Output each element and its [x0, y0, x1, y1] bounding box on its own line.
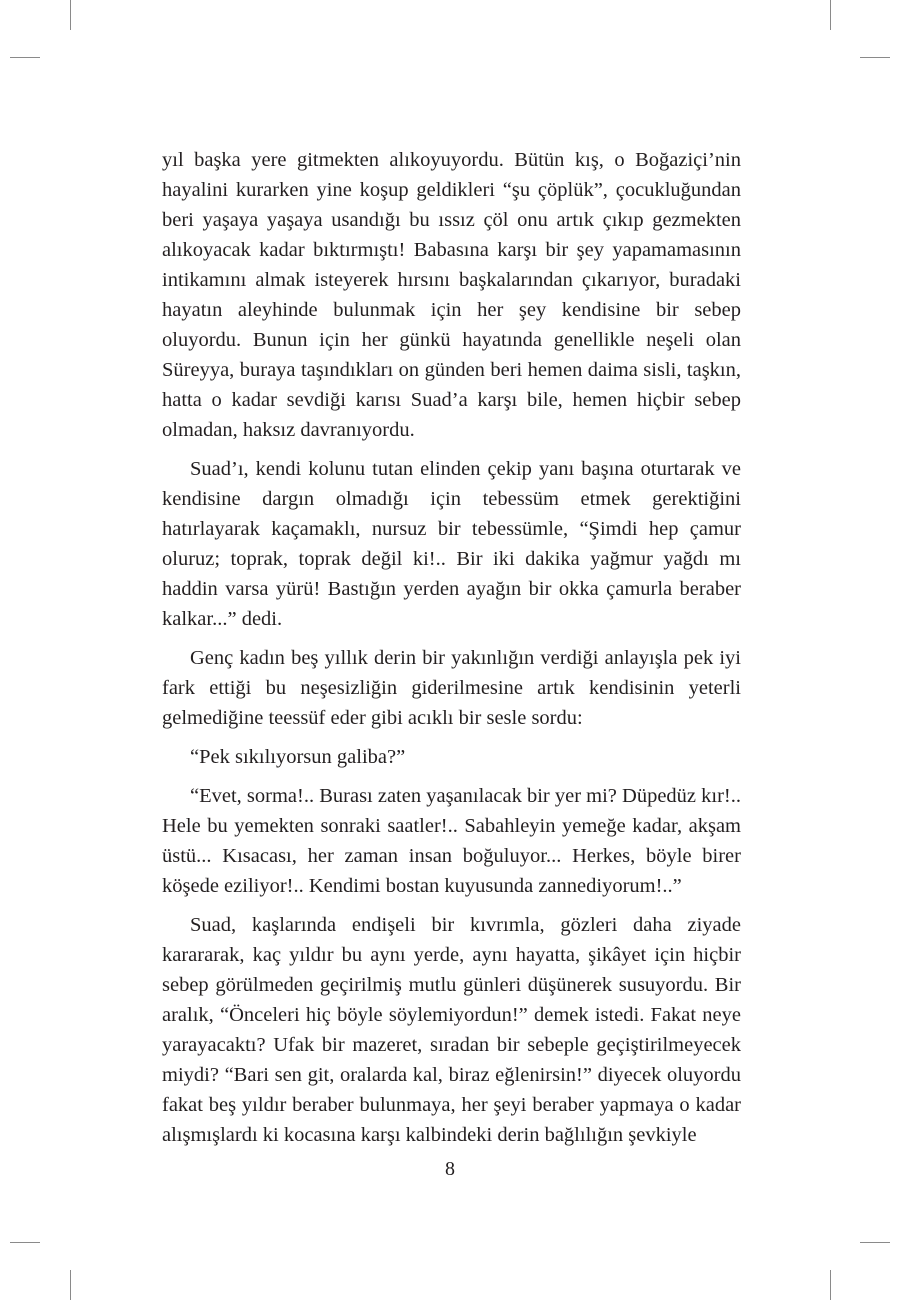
page-number: 8	[445, 1158, 455, 1180]
crop-mark-left-upper	[10, 57, 40, 58]
crop-mark-top-left	[70, 0, 71, 30]
dialogue-line: “Evet, sorma!.. Burası zaten yaşanılacak bir yer mi? Düpedüz kır!.. Hele bu yemekten sonraki saatler!.. Sabahleyin yemeğe kadar, akşam üstü... Kısacası, her zaman insan boğuluyor... Herkes, böyle birer köşede eziliyor!.. Kendimi bostan kuyusunda zannediyorum!..”	[162, 785, 742, 897]
paragraph: Genç kadın beş yıllık derin bir yakınlığın verdiği anlayışla pek iyi fark ettiği bu neşesizliğin giderilmesine artık kendisinin yeterli gelmediğine teessüf eder gibi acıklı bir sesle sordu:	[162, 647, 741, 729]
paragraph: Suad, kaşlarında endişeli bir kıvrımla, gözleri daha ziyade karararak, kaç yıldır bu aynı yerde, aynı hayatta, şikâyet için hiçbir sebep görülmeden geçirilmiş mutlu günleri düşünerek susuyordu. Bir aralık, “Önceleri hiç böyle söylemiyordun!” demek istedi. Fakat neye yarayacaktı? Ufak bir mazeret, sıradan bir sebeple geçiştirilmeyecek miydi? “Bari sen git, oralarda kal, biraz eğlenirsin!” diyecek oluyordu fakat beş yıldır beraber bulunmaya, her şeyi beraber yapmaya o kadar alışmışlardı ki kocasına karşı kalbindeki derin bağlılığın şevkiyle	[162, 914, 741, 1146]
crop-mark-top-right	[830, 0, 831, 30]
dialogue-line: “Pek sıkılıyorsun galiba?”	[190, 746, 406, 768]
crop-mark-bottom-left	[70, 1270, 71, 1300]
crop-mark-right-lower	[860, 1242, 890, 1243]
crop-mark-right-upper	[860, 57, 890, 58]
crop-mark-bottom-right	[830, 1270, 831, 1300]
body-text	[162, 145, 741, 1159]
paragraph-continuation: yıl başka yere gitmekten alıkoyuyordu. Bütün kış, o Boğaziçi’nin hayalini kurarken yine koşup geldikleri “şu çöplük”, çocukluğundan beri yaşaya yaşaya usandığı bu ıssız çöl onu artık çıkıp gezmekten alıkoyacak kadar bıktırmıştı! Babasına karşı bir şey yapamamasının intikamını almak isteyerek hırsını başkalarından çıkarıyor, buradaki hayatın aleyhinde bulunmak için her şey kendisine bir sebep oluyordu. Bunun için her günkü hayatında genellikle neşeli olan Süreyya, buraya taşındıkları on günden beri hemen daima sisli, taşkın, hatta o kadar sevdiği karısı Suad’a karşı bile, hemen hiçbir sebep olmadan, haksız davranıyordu.	[162, 149, 741, 441]
crop-mark-left-lower	[10, 1242, 40, 1243]
paragraph: Suad’ı, kendi kolunu tutan elinden çekip yanı başına oturtarak ve kendisine dargın olmadığı için tebessüm etmek gerektiğini hatırlayarak kaçamaklı, nursuz bir tebessümle, “Şimdi hep çamur oluruz; toprak, toprak değil ki!.. Bir iki dakika yağmur yağdı mı haddin varsa yürü! Bastığın yerden ayağın bir okka çamurla beraber kalkar...” dedi.	[162, 458, 741, 630]
